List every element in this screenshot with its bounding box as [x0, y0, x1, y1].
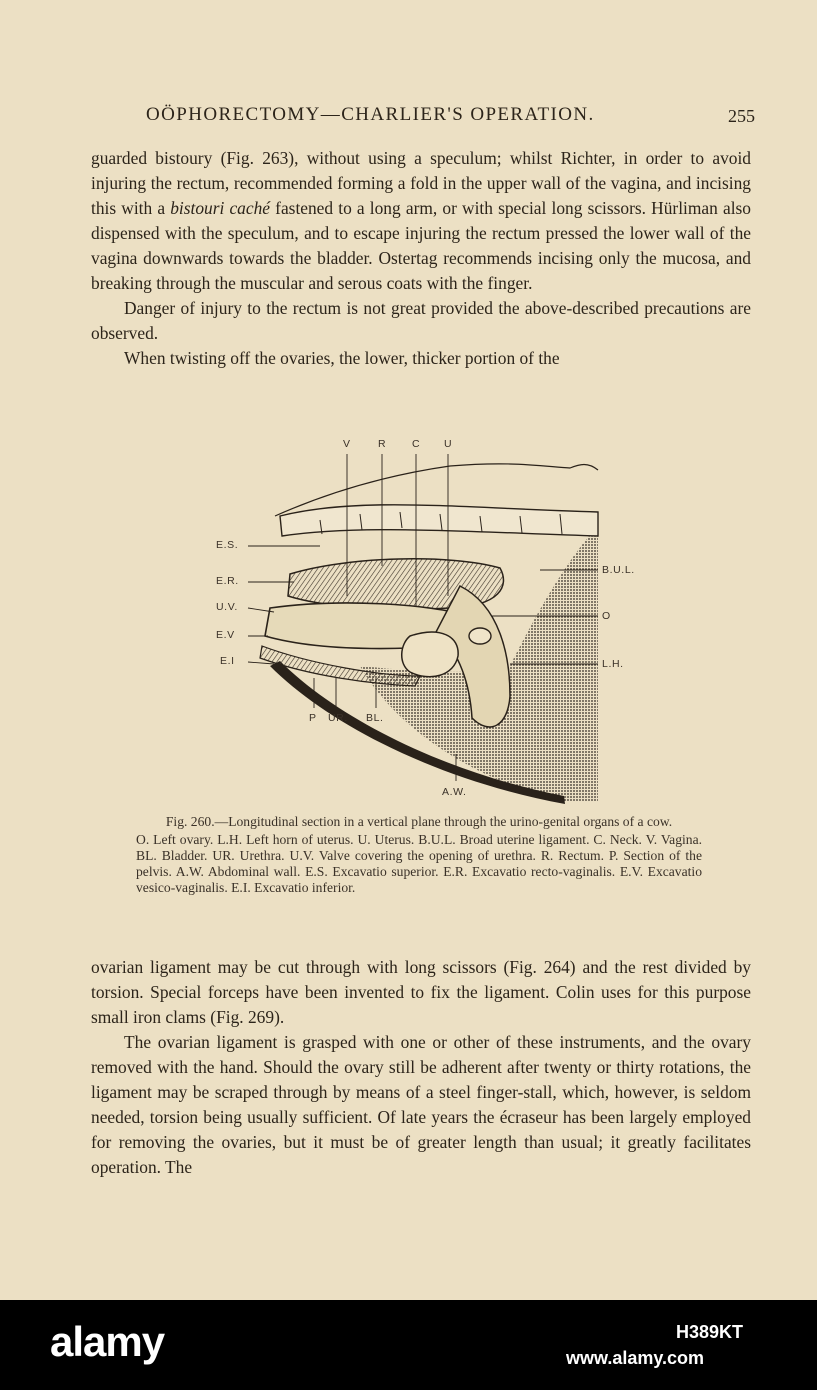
figure-caption — [136, 814, 702, 896]
label-ES: E.S. — [216, 539, 239, 551]
label-V: V — [343, 438, 351, 450]
label-EI: E.I — [220, 655, 235, 667]
paragraph-4: ovarian ligament may be cut through with long scissors (Fig. 264) and the rest divided by torsion. Special forceps have been invented to fix the ligament. Colin uses for this purpose small iron clams (Fig. 269). — [91, 957, 751, 1027]
label-UV: U.V. — [216, 601, 238, 613]
label-P: P — [309, 712, 317, 724]
paragraph-2: Danger of injury to the rectum is not great provided the above-described precautions are observed. — [91, 298, 751, 343]
label-EV: E.V — [216, 629, 235, 641]
bladder-shape — [402, 632, 458, 677]
body-text-lower — [91, 955, 751, 1180]
paragraph-3: When twisting off the ovaries, the lower, thicker portion of the — [124, 348, 560, 368]
image-id: H389KT — [676, 1322, 744, 1342]
ovary-shape — [469, 628, 491, 644]
paragraph-1: guarded bistoury (Fig. 263), without using a speculum; whilst Richter, in order to avoid injuring the rectum, recommended forming a fold in the upper wall of the vagina, and incising this with a bistouri caché fastened to a long arm, or with special long scissors. Hürliman also dispensed with the speculum, and to escape injuring the rectum pressed the lower wall of the vagina downwards towards the bladder. Ostertag recommends incising only the mucosa, and breaking through the muscular and serous coats with the finger. — [91, 148, 751, 293]
label-BUL: B.U.L. — [602, 564, 635, 576]
body-text-upper — [91, 146, 751, 371]
alamy-logo: alamy — [50, 1318, 165, 1365]
paragraph-5: The ovarian ligament is grasped with one or other of these instruments, and the ovary removed with the hand. Should the ovary still be adherent after twenty or thirty rotations, the ligament may be scraped through by means of a steel finger-stall, which, however, is seldom needed, torsion being usually sufficient. Of late years the écraseur has been largely employed for removing the ovaries, but it must be of greater length than usual; it greatly facilitates operation. The — [91, 1032, 751, 1177]
figure-illustration — [210, 436, 640, 808]
page-number: 255 — [728, 106, 755, 126]
caption-title: Fig. 260.—Longitudinal section in a vertical plane through the urino-genital organs of a cow. — [165, 814, 673, 829]
label-O: O — [602, 610, 611, 622]
page-header — [0, 104, 817, 130]
label-U: U — [444, 438, 453, 450]
label-AW: A.W. — [442, 786, 467, 798]
label-BL: BL. — [366, 712, 384, 724]
caption-key: O. Left ovary. L.H. Left horn of uterus. U. Uterus. B.U.L. Broad uterine ligament. C. Neck. V. Vagina. BL. Bladder. UR. Urethra. U.V. Valve covering the opening of urethra. R. Rectum. P. Section of the pelvis. A.W. Abdominal wall. E.S. Excavatio superior. E.R. Excavatio recto-vaginalis. E.V. Excavatio vesico-vaginalis. E.I. Excavatio inferior. — [136, 832, 702, 895]
pelvis-floor — [260, 646, 420, 686]
anatomical-figure — [210, 436, 640, 808]
label-UR: UR. — [328, 712, 348, 724]
running-head: OÖPHORECTOMY—CHARLIER'S OPERATION. — [146, 104, 595, 125]
spine — [280, 505, 598, 536]
italic-term: bistouri caché — [170, 198, 271, 218]
label-ER: E.R. — [216, 575, 239, 587]
site-url: www.alamy.com — [566, 1348, 705, 1368]
label-C: C — [412, 438, 421, 450]
label-R: R — [378, 438, 387, 450]
label-LH: L.H. — [602, 658, 624, 670]
